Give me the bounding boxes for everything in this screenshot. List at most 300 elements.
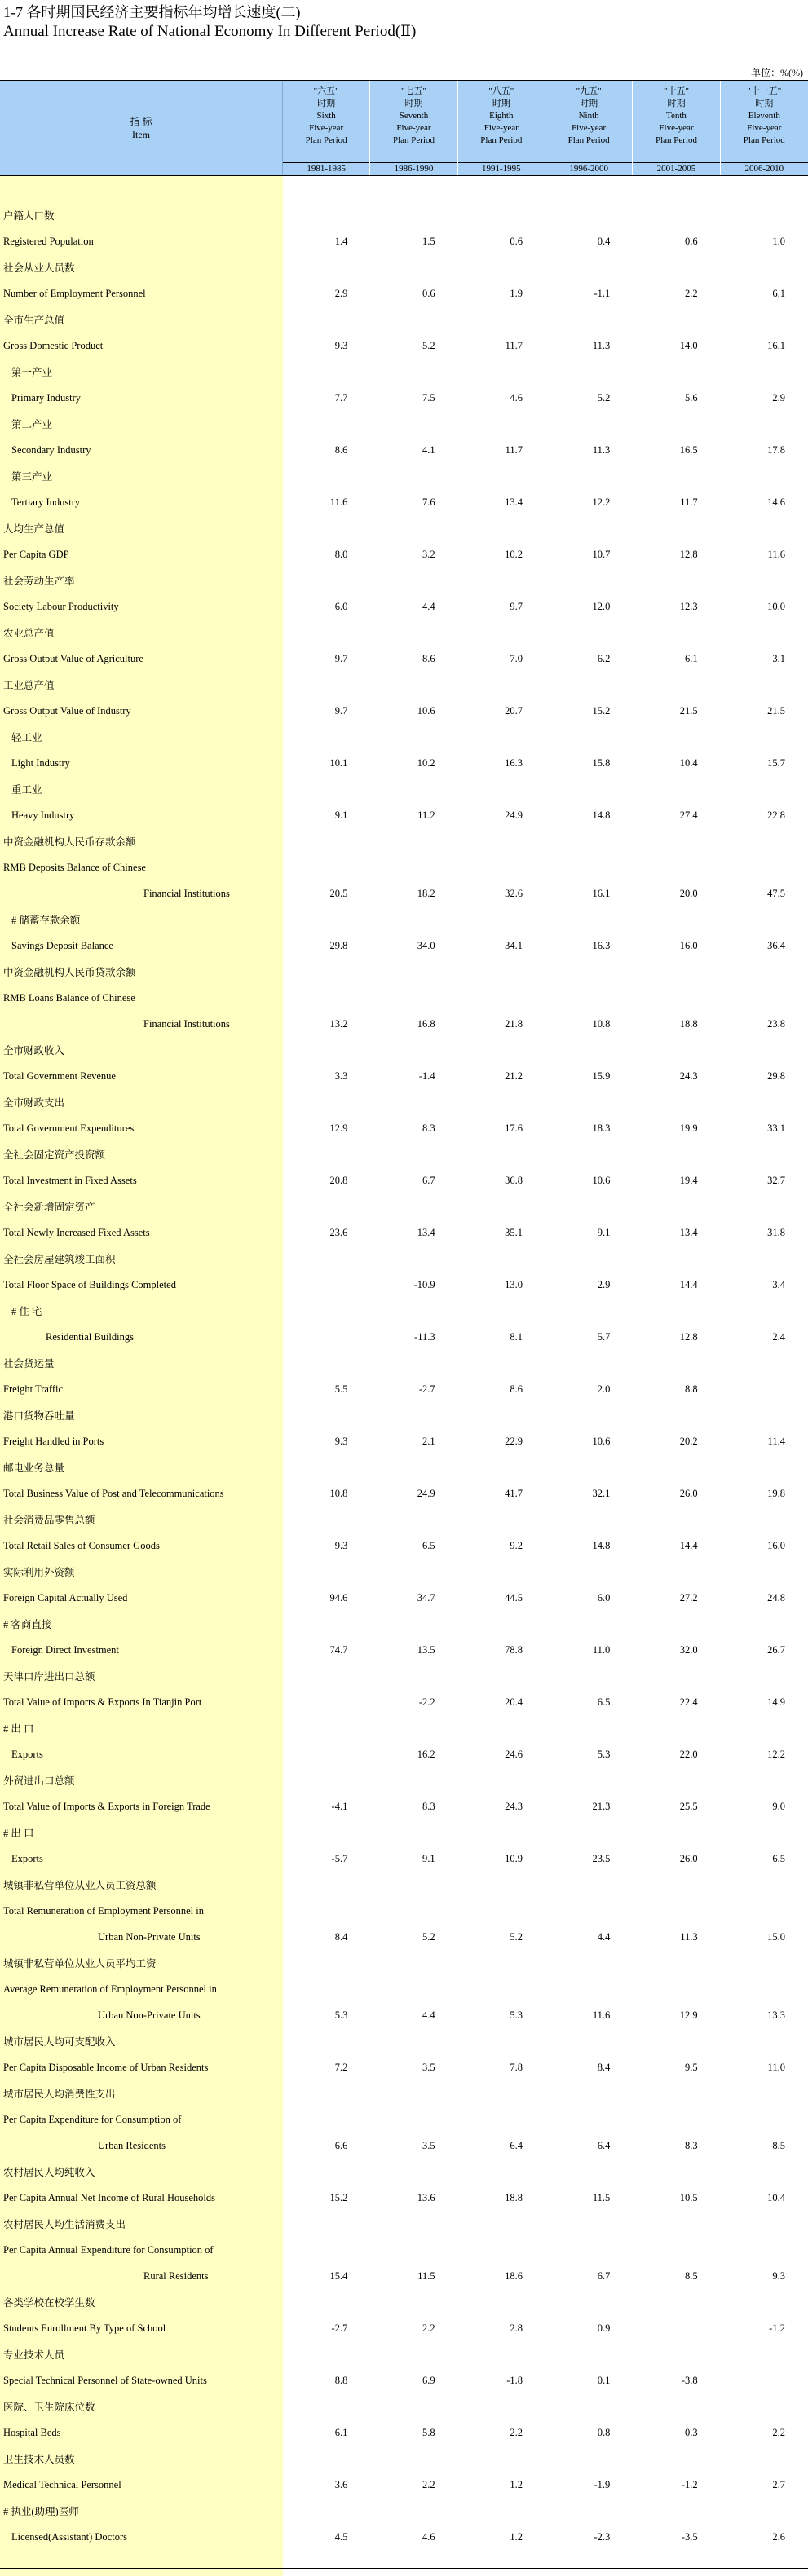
row-value: 9.7 (334, 652, 348, 664)
header-period-zh1: "十一五" (747, 86, 782, 96)
header-period-en3: Plan Period (305, 135, 347, 145)
row-value: 11.3 (680, 1930, 698, 1943)
row-label: Hospital Beds (3, 2426, 61, 2438)
row-value: 12.9 (329, 1122, 348, 1134)
row-value: -11.3 (414, 1330, 435, 1343)
table-row (0, 1898, 808, 1924)
row-value: 4.6 (510, 391, 523, 404)
row-value: 12.2 (592, 496, 611, 508)
row-value: 9.1 (422, 1852, 435, 1864)
table-row (0, 854, 808, 880)
row-value: 0.6 (685, 235, 698, 247)
row-value: -10.9 (413, 1278, 435, 1290)
row-value: 14.8 (592, 1539, 611, 1551)
table-row (0, 2498, 808, 2524)
row-value: 9.3 (772, 2269, 785, 2282)
row-value: 6.9 (422, 2374, 435, 2386)
row-label: RMB Deposits Balance of Chinese (3, 861, 146, 873)
header-period-column (283, 81, 370, 175)
header-period-en3: Plan Period (480, 135, 523, 145)
row-value: 47.5 (767, 887, 785, 899)
row-value: 0.6 (510, 235, 523, 247)
row-label: 中资金融机构人民币贷款余额 (3, 967, 136, 978)
row-value: 8.8 (685, 1383, 698, 1395)
row-value: 5.3 (334, 2009, 348, 2021)
table-row (0, 1689, 808, 1715)
row-value: 23.8 (767, 1017, 785, 1030)
row-value: 8.8 (334, 2374, 348, 2386)
row-label: 城市居民人均消费性支出 (3, 2089, 116, 2100)
row-value: 0.6 (422, 287, 435, 299)
row-label: Licensed(Assistant) Doctors (11, 2530, 127, 2543)
row-value: 6.5 (597, 1696, 611, 1708)
row-label: Total Newly Increased Fixed Assets (3, 1226, 150, 1238)
row-value: 8.3 (685, 2139, 698, 2151)
row-value: 12.3 (679, 600, 698, 612)
row-value: -2.7 (331, 2322, 348, 2334)
row-value: 4.5 (334, 2530, 348, 2543)
table-row (0, 1298, 808, 1324)
row-value: -1.8 (506, 2374, 523, 2386)
table-row (0, 1167, 808, 1193)
row-value: 0.8 (597, 2426, 611, 2438)
row-value: 0.3 (685, 2426, 698, 2438)
table-row (0, 1506, 808, 1533)
row-value: 8.6 (422, 652, 435, 664)
row-label: Urban Residents (98, 2139, 166, 2151)
row-value: 15.8 (592, 756, 611, 769)
table-row (0, 1037, 808, 1063)
row-value: 5.7 (597, 1330, 611, 1343)
row-value: 2.2 (685, 287, 698, 299)
table-row (0, 620, 808, 646)
table-row (0, 2054, 808, 2080)
header-period-zh1: "七五" (400, 86, 426, 96)
table-row (0, 2133, 808, 2159)
row-label: 全社会新增固定资产 (3, 1202, 95, 1213)
row-value: 10.5 (679, 2191, 698, 2203)
row-value: 19.4 (679, 1174, 698, 1186)
header-period-column (545, 81, 633, 175)
header-item-column (0, 81, 283, 175)
row-label: Savings Deposit Balance (11, 939, 113, 951)
table-row (0, 333, 808, 359)
row-label: 重工业 (11, 784, 42, 796)
row-value: 11.7 (505, 443, 523, 456)
table-row (0, 2393, 808, 2419)
row-label: Urban Non-Private Units (98, 2009, 201, 2021)
header-period-zh2: 时期 (667, 99, 686, 108)
header-period-en1: Tenth (666, 111, 687, 121)
row-value: 14.4 (679, 1539, 698, 1551)
row-value: 2.9 (597, 1278, 611, 1290)
table-row (0, 2419, 808, 2446)
row-value: 11.5 (592, 2191, 611, 2203)
header-period-zh2: 时期 (580, 99, 598, 108)
row-value: 11.0 (592, 1643, 611, 1656)
row-value: 4.4 (597, 1930, 611, 1943)
table-row (0, 2289, 808, 2315)
row-value: 6.4 (510, 2139, 523, 2151)
row-value: 19.9 (679, 1122, 698, 1134)
row-value: 0.9 (597, 2322, 611, 2334)
row-value: 2.6 (772, 2530, 785, 2543)
row-label: # 储蓄存款余额 (11, 915, 81, 926)
row-label: 天津口岸进出口总额 (3, 1671, 95, 1683)
row-label: 城市居民人均可支配收入 (3, 2036, 116, 2048)
row-label: Primary Industry (11, 391, 82, 404)
row-value: 3.2 (422, 548, 435, 560)
row-value: 7.0 (510, 652, 523, 664)
table-row (0, 515, 808, 541)
table-row (0, 1611, 808, 1637)
row-label: # 住 宅 (11, 1306, 42, 1317)
row-value: 27.2 (679, 1591, 698, 1603)
header-period-years: 2006-2010 (721, 162, 808, 175)
row-value: 10.7 (592, 548, 611, 560)
row-value: 9.3 (334, 1539, 348, 1551)
row-value: -1.1 (594, 287, 611, 299)
table-row (0, 1376, 808, 1402)
header-period-years: 1986-1990 (370, 162, 457, 175)
header-period-en3: Plan Period (655, 135, 697, 145)
row-value: 0.4 (597, 235, 611, 247)
header-period-zh1: "六五" (313, 86, 339, 96)
table-row (0, 489, 808, 515)
unit-label: 单位：%(%) (751, 67, 803, 78)
row-label: Gross Output Value of Industry (3, 704, 131, 717)
row-value: 6.0 (334, 600, 348, 612)
row-value: 2.1 (422, 1435, 435, 1447)
row-value: 17.6 (505, 1122, 523, 1134)
row-value: 22.8 (767, 809, 785, 821)
row-label: Financial Institutions (143, 1017, 230, 1030)
row-value: 29.8 (767, 1070, 785, 1082)
row-value: 18.6 (505, 2269, 523, 2282)
row-value: 29.8 (329, 939, 348, 951)
table-row (0, 1011, 808, 1037)
table-row (0, 1193, 808, 1220)
row-value: 11.5 (417, 2269, 435, 2282)
row-label: # 客商直接 (3, 1619, 52, 1630)
row-value: 14.6 (767, 496, 785, 508)
row-value: 15.7 (767, 756, 785, 769)
table-row (0, 176, 808, 202)
row-value: 13.6 (417, 2191, 435, 2203)
row-value: 74.7 (329, 1643, 348, 1656)
row-value: 4.1 (422, 443, 435, 456)
row-value: 9.3 (334, 1435, 348, 1447)
row-value: 10.0 (767, 600, 785, 612)
row-value: 10.8 (329, 1487, 348, 1499)
row-label: 实际利用外资额 (3, 1567, 75, 1578)
row-value: 16.0 (679, 939, 698, 951)
row-label: Urban Non-Private Units (98, 1930, 201, 1943)
table-row (0, 1767, 808, 1793)
row-value: 7.6 (422, 496, 435, 508)
table-row (0, 593, 808, 620)
table-row (0, 1872, 808, 1898)
row-value: -2.3 (594, 2530, 611, 2543)
row-value: 13.3 (767, 2009, 785, 2021)
table-row (0, 541, 808, 567)
table-row (0, 672, 808, 698)
row-value: 7.8 (510, 2061, 523, 2073)
table-row (0, 2446, 808, 2472)
header-period-years: 1991-1995 (458, 162, 545, 175)
row-value: 2.7 (772, 2478, 785, 2490)
row-value: 13.4 (679, 1226, 698, 1238)
table-row (0, 254, 808, 280)
row-value: 26.0 (679, 1852, 698, 1864)
row-value: 2.2 (422, 2478, 435, 2490)
row-label: Total Remuneration of Employment Personnel in (3, 1904, 204, 1917)
row-value: 13.4 (417, 1226, 435, 1238)
row-label: 农业总产值 (3, 628, 55, 639)
row-label: 人均生产总值 (3, 523, 65, 535)
row-value: 34.1 (505, 939, 523, 951)
row-value: 20.7 (505, 704, 523, 717)
row-label: Per Capita Disposable Income of Urban Residents (3, 2061, 209, 2073)
row-value: 11.3 (592, 443, 611, 456)
row-value: 8.5 (772, 2139, 785, 2151)
row-value: 1.0 (772, 235, 785, 247)
table-row (0, 959, 808, 985)
row-label: Per Capita Annual Net Income of Rural Households (3, 2191, 216, 2203)
row-value: 16.3 (505, 756, 523, 769)
row-label: Students Enrollment By Type of School (3, 2322, 166, 2334)
row-value: 8.4 (597, 2061, 611, 2073)
row-value: 44.5 (505, 1591, 523, 1603)
row-value: 78.8 (505, 1643, 523, 1656)
row-value: 12.0 (592, 600, 611, 612)
header-period-en1: Ninth (578, 111, 599, 121)
row-label: 中资金融机构人民币存款余额 (3, 836, 136, 848)
row-value: 9.2 (510, 1539, 523, 1551)
row-value: 2.4 (772, 1330, 785, 1343)
row-value: -5.7 (331, 1852, 348, 1864)
row-label: 第一产业 (11, 367, 53, 378)
row-value: 7.2 (334, 2061, 348, 2073)
row-label: # 出 口 (3, 1723, 34, 1735)
row-value: 2.9 (772, 391, 785, 404)
row-label: Freight Handled in Ports (3, 1435, 104, 1447)
row-value: 19.8 (767, 1487, 785, 1499)
row-value: 8.5 (685, 2269, 698, 2282)
row-value: -1.4 (418, 1070, 435, 1082)
row-value: 7.7 (334, 391, 348, 404)
row-label: 全社会固定资产投资额 (3, 1149, 106, 1161)
row-value: 11.6 (329, 496, 348, 508)
row-value: 20.5 (329, 887, 348, 899)
row-value: 8.0 (334, 548, 348, 560)
row-value: -1.9 (594, 2478, 611, 2490)
row-label: 农村居民人均生活消费支出 (3, 2219, 126, 2230)
row-value: 2.9 (334, 287, 348, 299)
header-period-en1: Seventh (399, 111, 429, 121)
row-value: 21.5 (679, 704, 698, 717)
row-value: 11.3 (592, 339, 611, 351)
row-label: Per Capita Expenditure for Consumption of (3, 2113, 182, 2125)
row-value: 27.4 (679, 809, 698, 821)
table-row (0, 1350, 808, 1376)
table-header (0, 80, 808, 176)
table-row (0, 359, 808, 385)
row-value: 5.3 (510, 2009, 523, 2021)
row-value: 35.1 (505, 1226, 523, 1238)
row-value: 21.8 (505, 1017, 523, 1030)
row-value: 24.9 (417, 1487, 435, 1499)
row-label: RMB Loans Balance of Chinese (3, 991, 135, 1003)
table-row (0, 1820, 808, 1846)
table-row (0, 1976, 808, 2002)
row-value: 10.6 (592, 1435, 611, 1447)
row-value: 2.8 (510, 2322, 523, 2334)
row-value: 14.4 (679, 1278, 698, 1290)
row-value: 5.8 (422, 2426, 435, 2438)
header-item-zh: 指 标 (130, 116, 152, 127)
header-period-en3: Plan Period (567, 135, 610, 145)
row-label: Exports (11, 1748, 43, 1760)
row-value: 5.2 (597, 391, 611, 404)
row-value: 16.3 (592, 939, 611, 951)
row-value: 9.1 (597, 1226, 611, 1238)
row-value: 1.4 (334, 235, 348, 247)
row-value: 5.3 (597, 1748, 611, 1760)
table-row (0, 1428, 808, 1454)
row-label: Total Investment in Fixed Assets (3, 1174, 137, 1186)
row-value: 24.3 (505, 1800, 523, 1812)
row-value: 4.4 (422, 2009, 435, 2021)
row-label: 社会消费品零售总额 (3, 1515, 95, 1526)
row-value: 3.5 (422, 2139, 435, 2151)
row-value: 22.4 (679, 1696, 698, 1708)
row-value: 7.5 (422, 391, 435, 404)
header-period-en2: Five-year (309, 123, 344, 133)
row-value: -4.1 (331, 1800, 348, 1812)
row-value: 6.5 (422, 1539, 435, 1551)
row-value: 3.5 (422, 2061, 435, 2073)
row-label: Tertiary Industry (11, 496, 81, 508)
row-label: 户籍人口数 (3, 210, 55, 222)
row-value: 11.2 (417, 809, 435, 821)
row-value: 18.8 (505, 2191, 523, 2203)
header-period-en2: Five-year (747, 123, 782, 133)
row-value: 24.3 (679, 1070, 698, 1082)
table-row (0, 1793, 808, 1820)
row-value: 22.9 (505, 1435, 523, 1447)
row-label: # 执业(助理)医师 (3, 2506, 79, 2517)
row-label: Heavy Industry (11, 809, 75, 821)
row-value: 4.6 (422, 2530, 435, 2543)
row-value: -1.2 (769, 2322, 785, 2334)
row-value: 14.8 (592, 809, 611, 821)
header-period-column (458, 81, 545, 175)
row-value: 12.9 (679, 2009, 698, 2021)
table-row (0, 2472, 808, 2498)
table-row (0, 228, 808, 254)
row-value: 32.7 (767, 1174, 785, 1186)
row-value: 3.4 (772, 1278, 785, 1290)
row-label: 全市财政收入 (3, 1045, 65, 1056)
header-period-column (633, 81, 720, 175)
table-row (0, 906, 808, 933)
row-value: 8.6 (510, 1383, 523, 1395)
row-value: 5.2 (422, 339, 435, 351)
table-row (0, 1663, 808, 1689)
row-value: 11.4 (767, 1435, 785, 1447)
row-value: 8.3 (422, 1122, 435, 1134)
table-row (0, 2341, 808, 2367)
table-row (0, 1741, 808, 1767)
row-value: 3.6 (334, 2478, 348, 2490)
table-row (0, 1559, 808, 1585)
header-period-en1: Eleventh (748, 111, 780, 121)
header-period-years: 1981-1985 (283, 162, 369, 175)
table-row (0, 776, 808, 802)
table-row (0, 202, 808, 228)
row-value: 2.2 (510, 2426, 523, 2438)
header-period-en1: Eighth (489, 111, 514, 121)
row-value: 32.1 (592, 1487, 611, 1499)
row-value: 10.2 (417, 756, 435, 769)
row-label: Special Technical Personnel of State-owned Units (3, 2374, 207, 2386)
row-label: Freight Traffic (3, 1383, 64, 1395)
table-row (0, 280, 808, 307)
row-value: 94.6 (329, 1591, 348, 1603)
header-period-en2: Five-year (483, 123, 519, 133)
row-value: 6.1 (334, 2426, 348, 2438)
table-row (0, 463, 808, 489)
row-label: Rural Residents (143, 2269, 209, 2282)
row-label: 轻工业 (11, 732, 42, 743)
row-value: 3.1 (772, 652, 785, 664)
header-period-en2: Five-year (659, 123, 694, 133)
row-value: 1.2 (510, 2530, 523, 2543)
row-value: 20.8 (329, 1174, 348, 1186)
row-value: 18.8 (679, 1017, 698, 1030)
row-label: 社会从业人员数 (3, 262, 75, 274)
table-row (0, 1637, 808, 1663)
row-label: Residential Buildings (46, 1330, 134, 1343)
row-value: 4.4 (422, 600, 435, 612)
row-value: 6.1 (685, 652, 698, 664)
row-value: 6.2 (597, 652, 611, 664)
table-row (0, 880, 808, 906)
row-value: 10.6 (592, 1174, 611, 1186)
table-row (0, 2002, 808, 2028)
row-label: 社会货运量 (3, 1358, 55, 1370)
row-label: # 出 口 (3, 1828, 34, 1839)
row-value: 6.6 (334, 2139, 348, 2151)
header-period-zh1: "十五" (663, 86, 689, 96)
row-label: Gross Domestic Product (3, 339, 104, 351)
row-label: Registered Population (3, 235, 94, 247)
row-value: 16.8 (417, 1017, 435, 1030)
row-value: 9.7 (510, 600, 523, 612)
table-row (0, 2185, 808, 2211)
row-value: 5.2 (422, 1930, 435, 1943)
row-label: 工业总产值 (3, 680, 55, 691)
table-row (0, 646, 808, 672)
row-value: 23.5 (592, 1852, 611, 1864)
row-value: 9.7 (334, 704, 348, 717)
row-value: 16.1 (767, 339, 785, 351)
header-period-column (721, 81, 808, 175)
table-row (0, 2367, 808, 2393)
row-label: 第三产业 (11, 471, 53, 483)
table-row (0, 2106, 808, 2133)
